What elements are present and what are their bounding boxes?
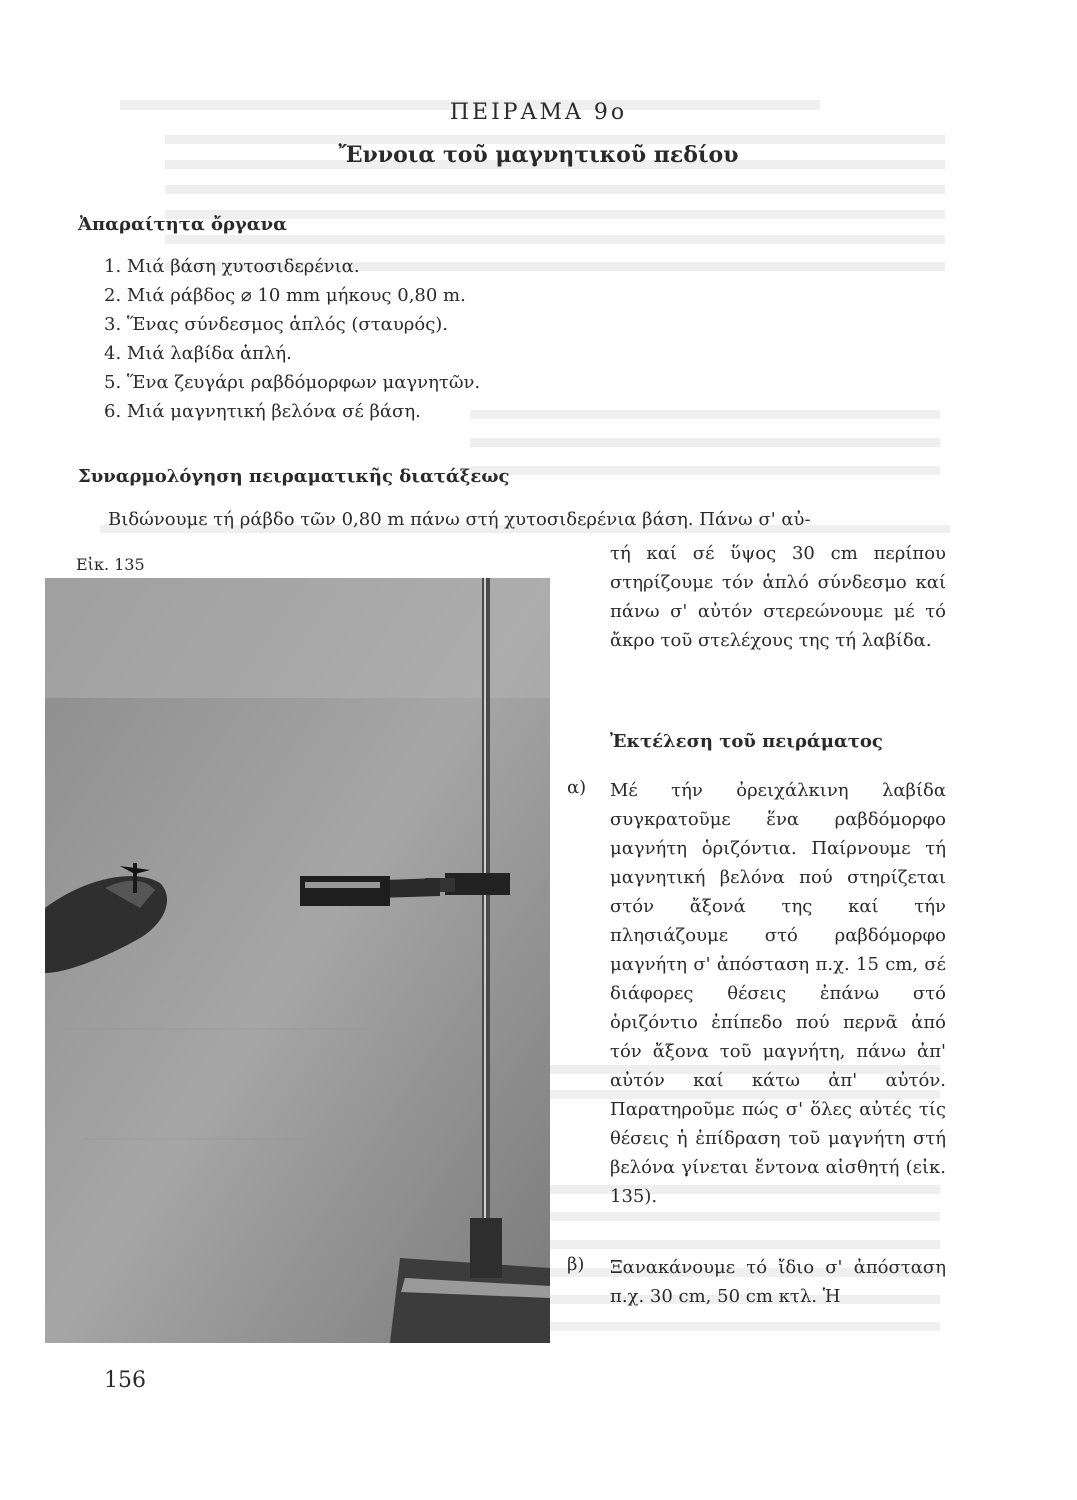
experiment-heading: ΠΕΙΡΑΜΑ 9ο	[449, 100, 628, 125]
tools-list	[104, 252, 480, 426]
figure-label: Εἰκ. 135	[76, 555, 145, 574]
experiment-photo	[45, 578, 550, 1343]
tools-list-item: 6. Μιά μαγνητική βελόνα σέ βάση.	[104, 401, 421, 422]
execution-paragraph: Ξανακάνουμε τό ἴδιο σ' ἀπόσταση π.χ. 30 cm, 50 cm κτλ. Ἡ	[610, 1257, 946, 1307]
assembly-text-first-line: Βιδώνουμε τή ράβδο τῶν 0,80 m πάνω στή χυτοσιδερένια βάση. Πάνω σ' αὐ-	[108, 509, 811, 530]
tools-list-item: 3. Ἕνας σύνδεσμος ἁπλός (σταυρός).	[104, 314, 449, 335]
tools-list-item: 4. Μιά λαβίδα ἁπλή.	[104, 343, 292, 364]
tools-list-item: 1. Μιά βάση χυτοσιδερένια.	[104, 256, 360, 277]
execution-paragraph: Μέ τήν ὀρειχάλκινη λαβίδα συγκρατοῦμε ἕνα ραβδόμορφο μαγνήτη ὁριζόντια. Παίρνουμε τή μαγνητική βελόνα πού στηρίζεται στόν ἄξονά της καί τήν πλησιάζουμε στό ραβδόμορφο μαγνήτη σ' ἀπόσταση π.χ. 15 cm, σέ διάφορες θέσεις ἐπάνω στό ὁριζόντιο ἐπίπεδο πού περνᾶ ἀπό τόν ἄξονα τοῦ μαγνήτη, πάνω ἀπ' αὐτόν καί κάτω ἀπ' αὐτόν. Παρατηροῦμε πώς σ' ὅλες αὐτές τίς θέσεις ἡ ἐπίδραση τοῦ μαγνήτη στή βελόνα γίνεται ἔντονα αἰσθητή (εἰκ. 135).	[610, 780, 946, 1207]
tools-section-title: Ἀπαραίτητα ὄργανα	[78, 214, 288, 235]
item-label: β)	[567, 1254, 585, 1275]
page-number: 156	[104, 1368, 146, 1393]
assembly-section-title: Συναρμολόγηση πειραματικῆς διατάξεως	[78, 466, 510, 487]
experiment-title: Ἔννοια τοῦ μαγνητικοῦ πεδίου	[338, 142, 739, 168]
tools-list-item: 2. Μιά ράβδος ⌀ 10 mm μήκους 0,80 m.	[104, 285, 466, 306]
execution-section-title: Ἐκτέλεση τοῦ πειράματος	[610, 731, 883, 752]
assembly-text-column: τή καί σέ ὕψος 30 cm περίπου στηρίζουμε τόν ἁπλό σύνδεσμο καί πάνω σ' αὐτόν στερεώνουμε μέ τό ἄκρο τοῦ στελέχους της τή λαβίδα.	[610, 543, 946, 651]
tools-list-item: 5. Ἕνα ζευγάρι ραβδόμορφων μαγνητῶν.	[104, 372, 481, 393]
item-label: α)	[567, 777, 587, 798]
